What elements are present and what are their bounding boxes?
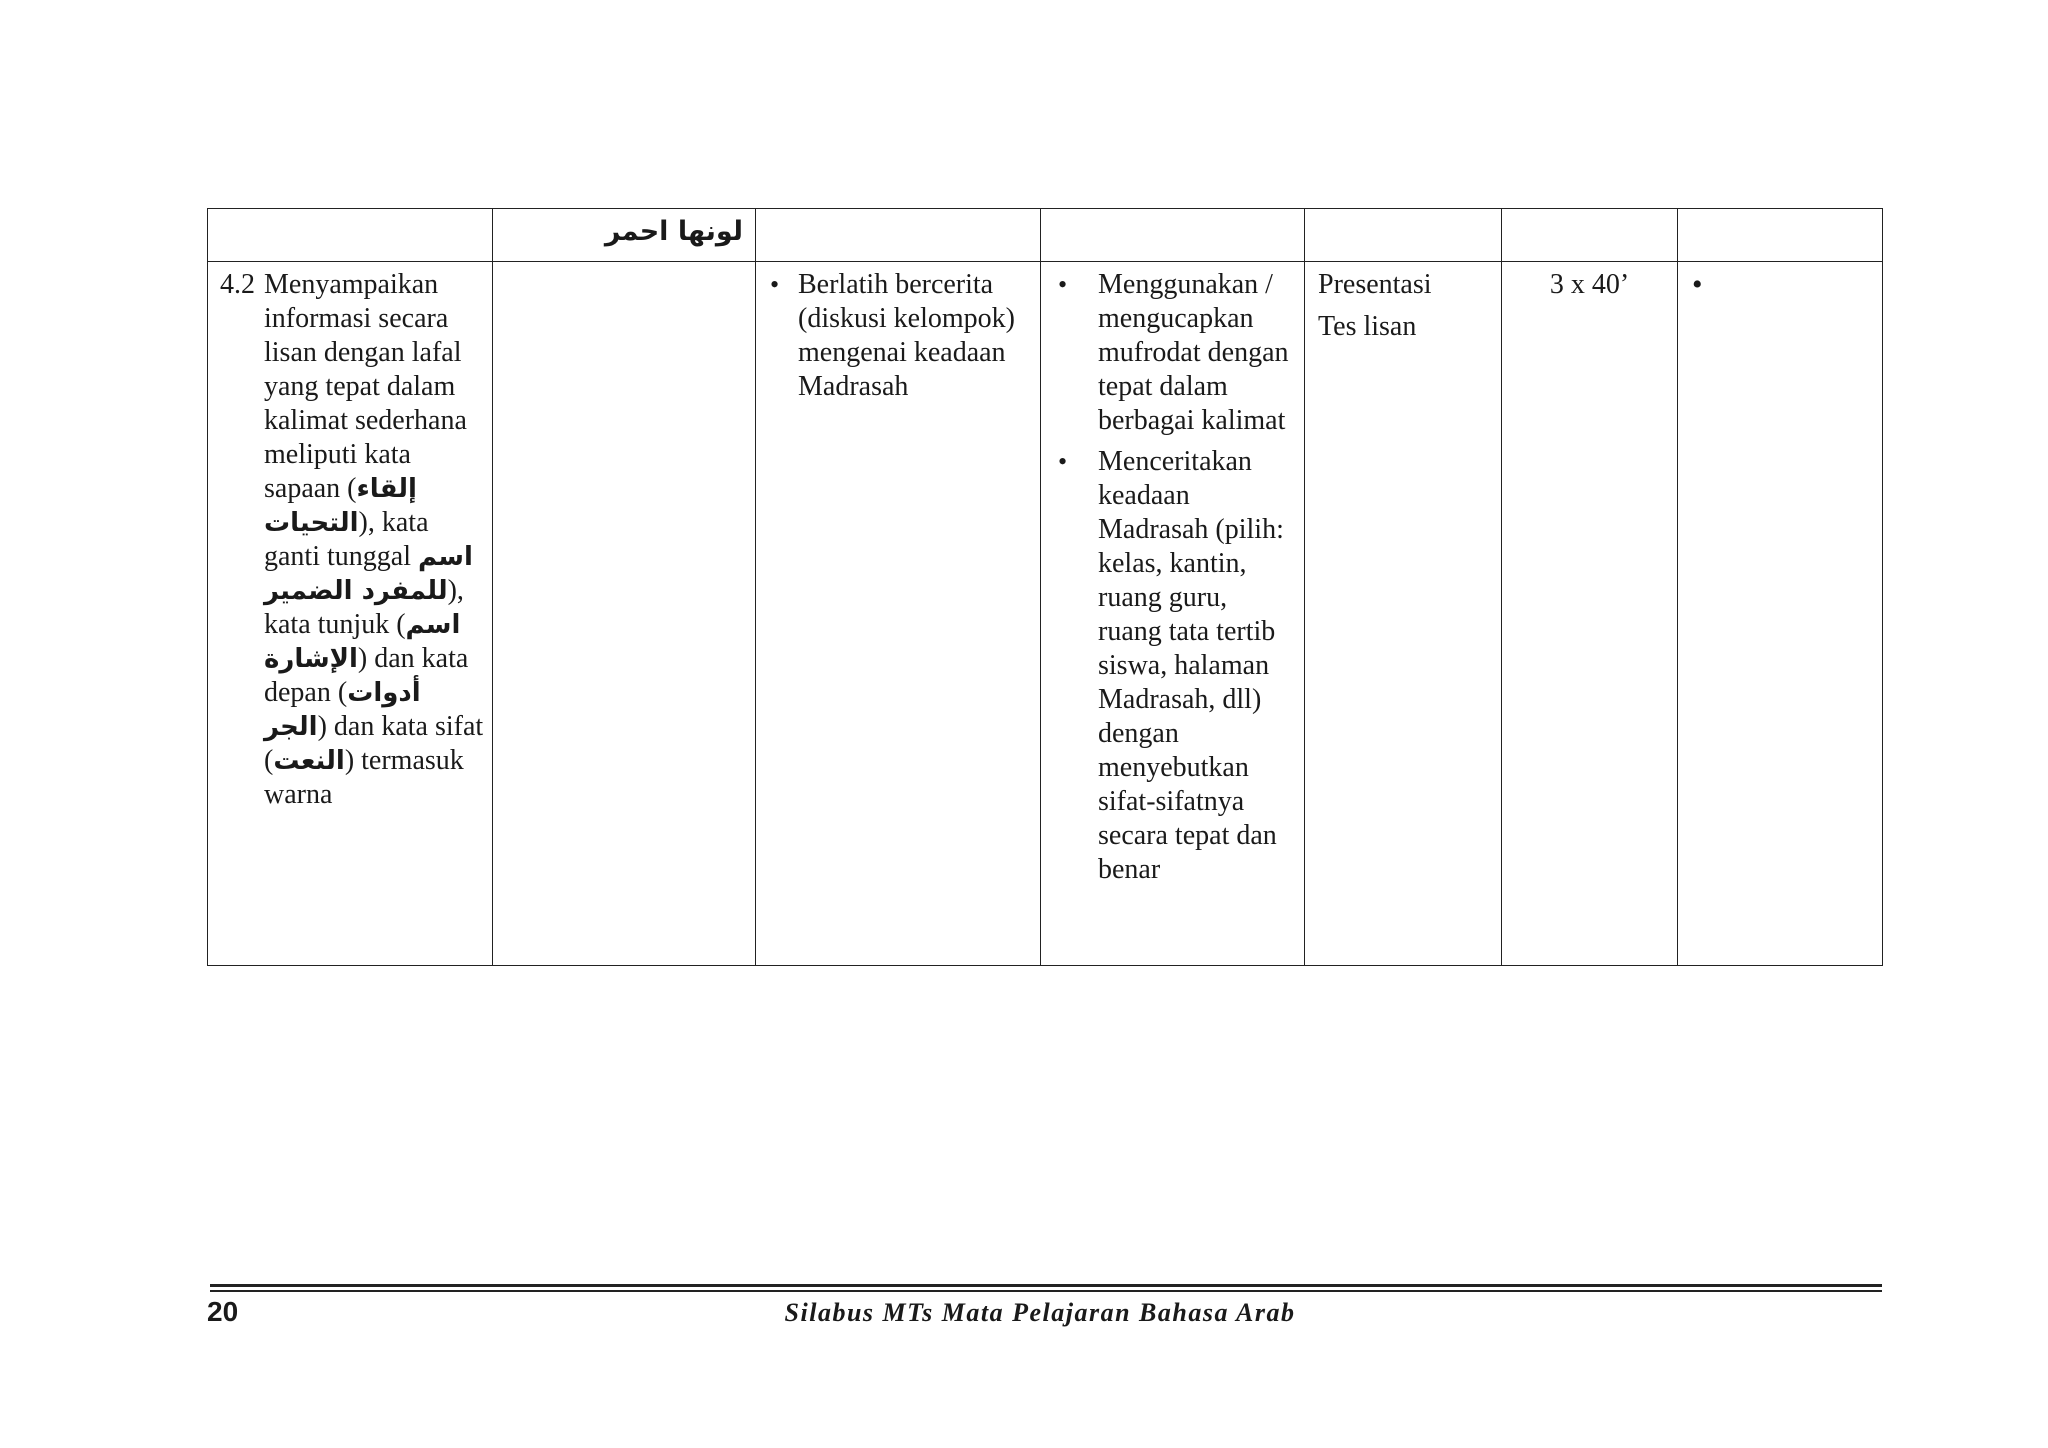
table-cell [1041,209,1305,262]
page-number: 20 [207,1296,239,1327]
footer-title: Silabus MTs Mata Pelajaran Bahasa Arab [784,1298,1296,1327]
learning-activity-cell [756,262,1041,966]
arabic-example-text: لونها احمر [493,209,756,262]
arabic-term: إلقاء التحيات [264,474,417,538]
table-row [208,209,1883,262]
assessment-cell [1305,262,1502,966]
arabic-term: اسم الإشارة [264,610,461,674]
indicator-cell [1041,262,1305,966]
time-allocation-cell: 3 x 40’ [1502,262,1678,966]
footer-rule [210,1284,1882,1287]
arabic-term: أدوات الجر [264,678,421,742]
competency-text: Menyampaikan informasi secara lisan dengan lafal yang tepat dalam kalimat sederhana meliputi kata sapaan (إلقاء التحيات), kata ganti tunggal اسم للمفرد الضمير), kata tunjuk (اسم الإشارة) dan kata depan (أدوات الجر) dan kata sifat (النعت) termasuk warna [264,269,484,810]
table-cell [1678,209,1883,262]
footer-rule [210,1290,1882,1292]
material-cell [493,262,756,966]
syllabus-table [207,208,1883,966]
arabic-term: النعت [273,746,345,776]
table-cell [1305,209,1502,262]
assessment-item: Tes lisan [1318,311,1417,342]
arabic-term: اسم للمفرد الضمير [264,542,473,606]
list-item: • Menceritakan keadaan Madrasah (pilih: kelas, kantin, ruang guru, ruang tata tertib siswa, halaman Madrasah, dll) dengan menyebutkan sifat-sifatnya secara tepat dan benar [1041,445,1296,887]
table-cell [208,209,493,262]
table-cell [756,209,1041,262]
list-item: • Menggunakan / mengucapkan mufrodat dengan tepat dalam berbagai kalimat [1041,268,1296,438]
list-item: • Berlatih bercerita (diskusi kelompok) mengenai keadaan Madrasah [756,268,1032,404]
assessment-item: Presentasi [1318,269,1432,300]
competency-cell [208,262,493,966]
competency-number: 4.2 [220,269,255,300]
table-cell [1502,209,1678,262]
table-row [208,262,1883,966]
resources-cell: • [1678,262,1883,966]
